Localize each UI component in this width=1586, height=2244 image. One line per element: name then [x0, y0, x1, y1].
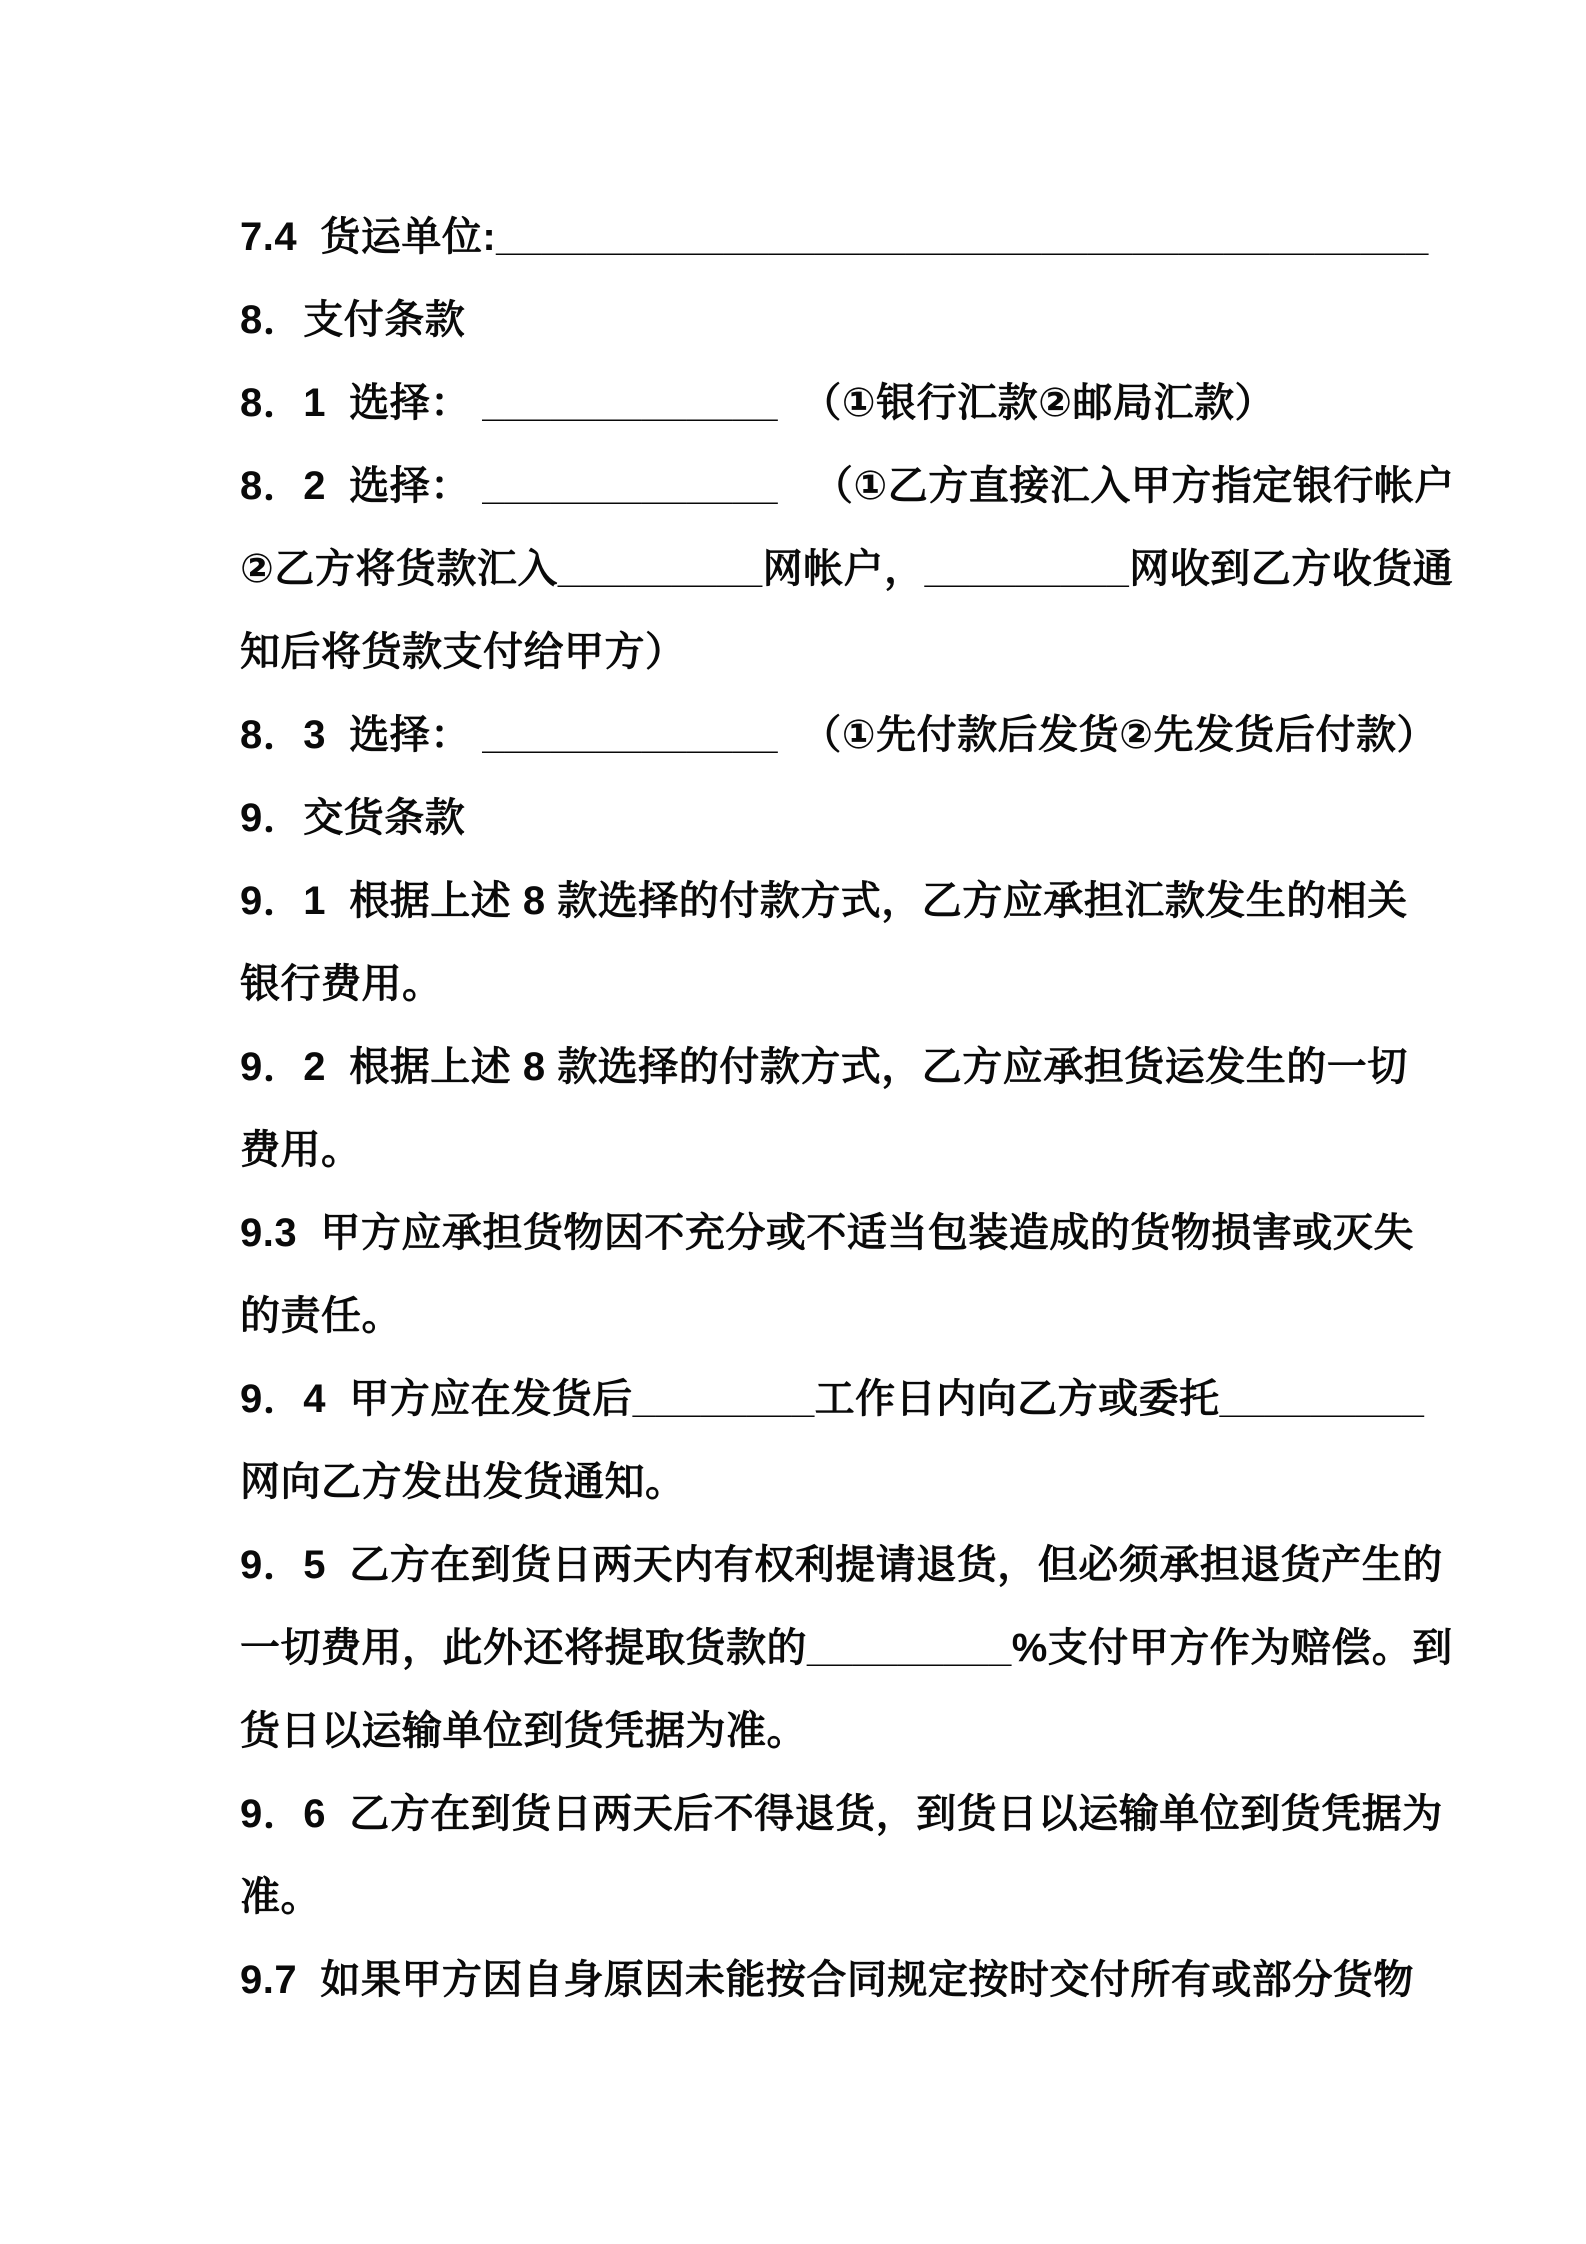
clause-9-7: 9.7 如果甲方因自身原因未能按合同规定按时交付所有或部分货物 [240, 1958, 1414, 2002]
clause-9-5-cont-2: 货日以运输单位到货凭据为准。 [240, 1709, 807, 1753]
contract-text-block [240, 196, 1455, 2022]
section-8-heading: 8．支付条款 [240, 298, 466, 342]
clause-8-2-cont-1: ②乙方将货款汇入_________网帐户，_________网收到乙方收货通 [240, 547, 1454, 591]
clause-8-1: 8．1 选择： _____________ （①银行汇款②邮局汇款） [240, 381, 1275, 425]
clause-9-5-cont-1: 一切费用，此外还将提取货款的_________%支付甲方作为赔偿。到 [240, 1626, 1453, 1670]
clause-9-3-cont: 的责任。 [240, 1294, 402, 1338]
clause-9-6-cont: 准。 [240, 1875, 321, 1919]
clause-9-6: 9．6 乙方在到货日两天后不得退货，到货日以运输单位到货凭据为 [240, 1792, 1443, 1836]
clause-9-4-cont: 网向乙方发出发货通知。 [240, 1460, 686, 1504]
clause-9-1: 9．1 根据上述 8 款选择的付款方式，乙方应承担汇款发生的相关 [240, 879, 1408, 923]
clause-7-4: 7.4 货运单位:_________________________________________ [240, 215, 1429, 259]
clause-9-3: 9.3 甲方应承担货物因不充分或不适当包装造成的货物损害或灭失 [240, 1211, 1414, 1255]
section-9-heading: 9．交货条款 [240, 796, 466, 840]
clause-9-1-cont: 银行费用。 [240, 962, 443, 1006]
clause-8-2: 8．2 选择： _____________ （①乙方直接汇入甲方指定银行帐户 [240, 464, 1455, 508]
clause-8-2-cont-2: 知后将货款支付给甲方） [240, 630, 686, 674]
clause-9-2: 9．2 根据上述 8 款选择的付款方式，乙方应承担货运发生的一切 [240, 1045, 1408, 1089]
clause-9-4: 9．4 甲方应在发货后________工作日内向乙方或委托_________ [240, 1377, 1425, 1421]
clause-9-2-cont: 费用。 [240, 1128, 362, 1172]
clause-9-5: 9．5 乙方在到货日两天内有权利提请退货，但必须承担退货产生的 [240, 1543, 1443, 1587]
clause-8-3: 8．3 选择： _____________ （①先付款后发货②先发货后付款） [240, 713, 1437, 757]
